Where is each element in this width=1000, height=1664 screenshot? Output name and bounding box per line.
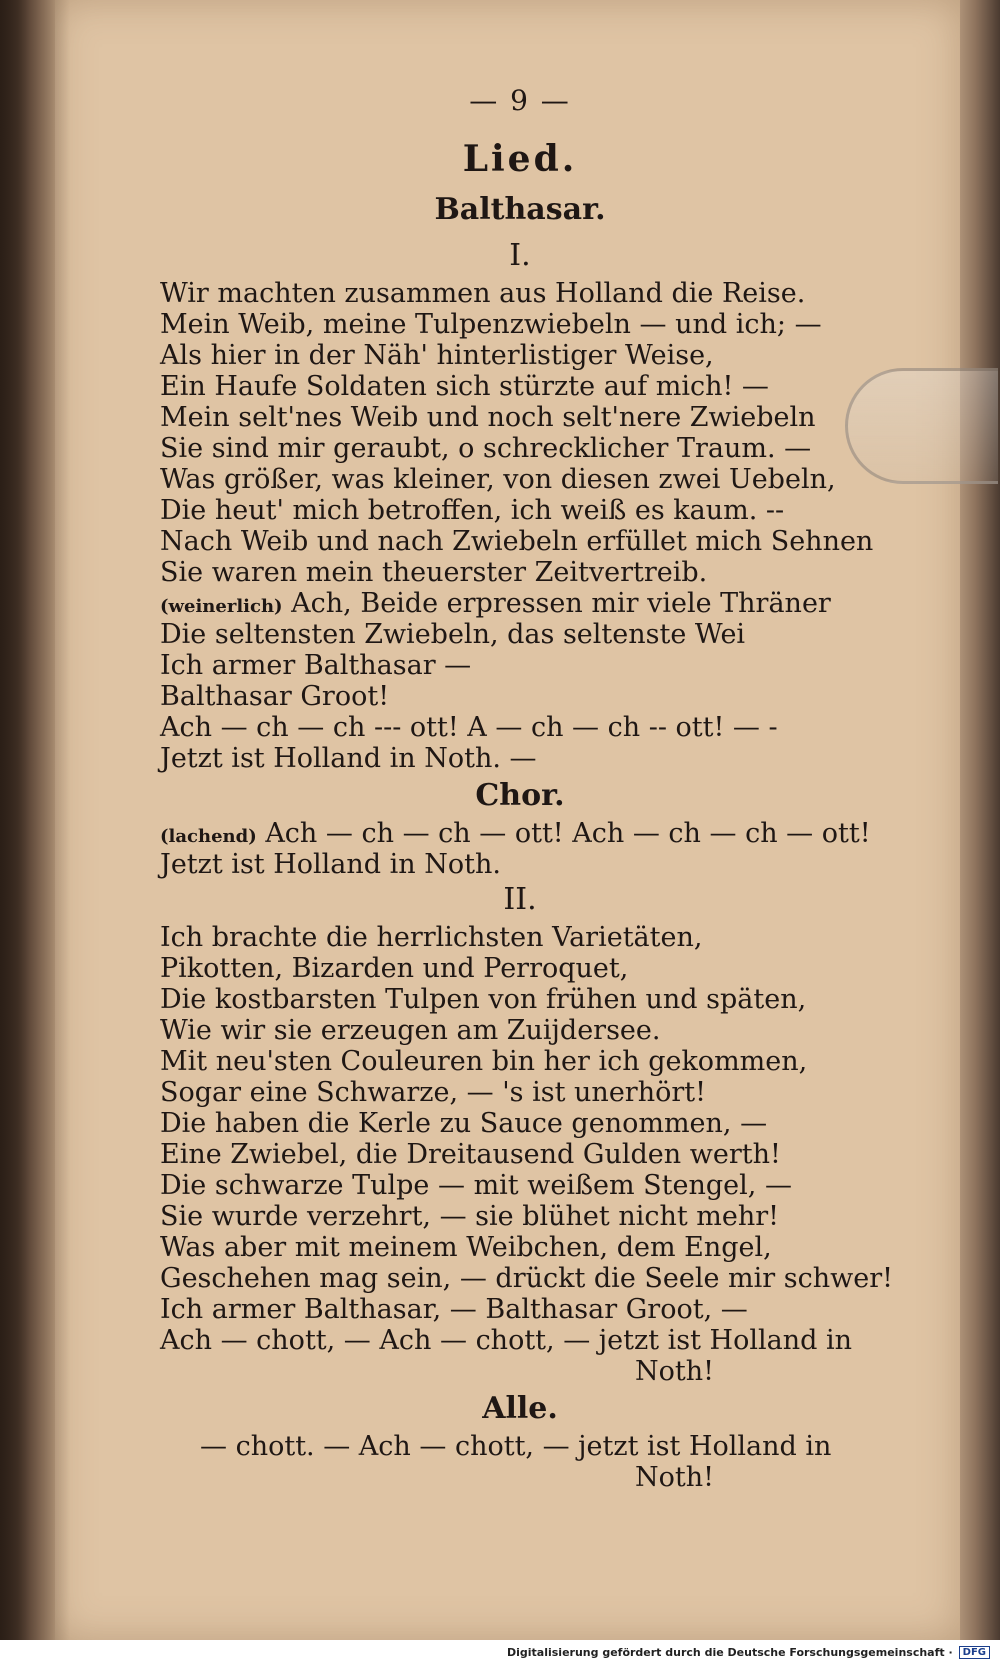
verse-line: Sie wurde verzehrt, — sie blühet nicht mehr! [160, 1201, 780, 1232]
verse-line: Als hier in der Näh' hinterlistiger Weise, [160, 340, 714, 371]
verse-line: Sie sind mir geraubt, o schrecklicher Traum. — [160, 433, 812, 464]
verse-line-text: Ach, Beide erpressen mir viele Thräner [291, 588, 831, 619]
verse-line: Die kostbarsten Tulpen von frühen und späten, [160, 984, 807, 1015]
dfg-logo: DFG [959, 1646, 990, 1659]
binding-shadow [0, 0, 70, 1640]
verse-line: Ich brachte die herrlichsten Varietäten, [160, 922, 703, 953]
verse-line: Geschehen mag sein, — drückt die Seele mir schwer! [160, 1263, 893, 1294]
verse-line: Sogar eine Schwarze, — 's ist unerhört! [160, 1077, 706, 1108]
verse-line: Ich armer Balthasar — [160, 650, 472, 681]
song-title: Lied. [462, 138, 578, 180]
all-heading: Alle. [482, 1391, 558, 1426]
page-number: — 9 — [469, 84, 571, 117]
verse-line: Die seltensten Zwiebeln, das seltenste Wei [160, 619, 746, 650]
chorus-line-text: Ach — ch — ch — ott! Ach — ch — ch — ott! [265, 818, 871, 849]
verse-line-with-direction [160, 588, 860, 619]
speaker-name: Balthasar. [434, 192, 606, 227]
verse-line: Mein Weib, meine Tulpenzwiebeln — und ich; — [160, 309, 822, 340]
all-line: — chott. — Ach — chott, — jetzt ist Holland in [200, 1431, 832, 1462]
verse-line: Mit neu'sten Couleuren bin her ich gekommen, [160, 1046, 808, 1077]
verse-line: Mein selt'nes Weib und noch selt'nere Zwiebeln [160, 402, 816, 433]
verse-line: Ach — ch — ch --- ott! A — ch — ch -- ott! — - [160, 712, 778, 743]
verse-1-heading: I. [509, 238, 531, 273]
verse-2-heading: II. [503, 882, 537, 917]
verse-line: Pikotten, Bizarden und Perroquet, [160, 953, 629, 984]
verse-1 [160, 278, 874, 774]
page-content [160, 84, 893, 1493]
footer-text: Digitalisierung gefördert durch die Deutsche Forschungsgemeinschaft · [506, 1645, 953, 1659]
verse-line: Sie waren mein theuerster Zeitvertreib. [160, 557, 708, 588]
verse-line: Nach Weib und nach Zwiebeln erfüllet mich Sehnen [160, 526, 874, 557]
verse-line: Ach — chott, — Ach — chott, — jetzt ist Holland in [160, 1325, 853, 1356]
verse-line: Die schwarze Tulpe — mit weißem Stengel, — [160, 1170, 792, 1201]
chorus-line-with-direction [160, 818, 871, 849]
chorus-line: Jetzt ist Holland in Noth. [160, 849, 501, 880]
all-chorus [160, 1431, 860, 1493]
stage-direction: (lachend) [160, 826, 257, 847]
verse-line-continuation: Noth! [635, 1356, 714, 1387]
verse-line: Jetzt ist Holland in Noth. — [160, 743, 537, 774]
verse-line: Was aber mit meinem Weibchen, dem Engel, [160, 1232, 772, 1263]
chorus-heading: Chor. [475, 778, 565, 813]
verse-line: Ein Haufe Soldaten sich stürzte auf mich! — [160, 371, 769, 402]
paper-clip [845, 368, 998, 484]
verse-line: Eine Zwiebel, die Dreitausend Gulden werth! [160, 1139, 781, 1170]
all-line-continuation: Noth! [635, 1462, 714, 1493]
verse-line: Ich armer Balthasar, — Balthasar Groot, — [160, 1294, 748, 1325]
verse-line: Wir machten zusammen aus Holland die Reise. [160, 278, 806, 309]
digitization-footer [0, 1640, 1000, 1664]
verse-line: Was größer, was kleiner, von diesen zwei Uebeln, [160, 464, 836, 495]
verse-line: Die haben die Kerle zu Sauce genommen, — [160, 1108, 768, 1139]
chorus [160, 818, 871, 880]
verse-line: Wie wir sie erzeugen am Zuijdersee. [160, 1015, 661, 1046]
verse-line: Die heut' mich betroffen, ich weiß es kaum. -- [160, 495, 785, 526]
verse-2 [160, 922, 893, 1387]
stage-direction: (weinerlich) [160, 596, 283, 617]
verse-line: Balthasar Groot! [160, 681, 390, 712]
